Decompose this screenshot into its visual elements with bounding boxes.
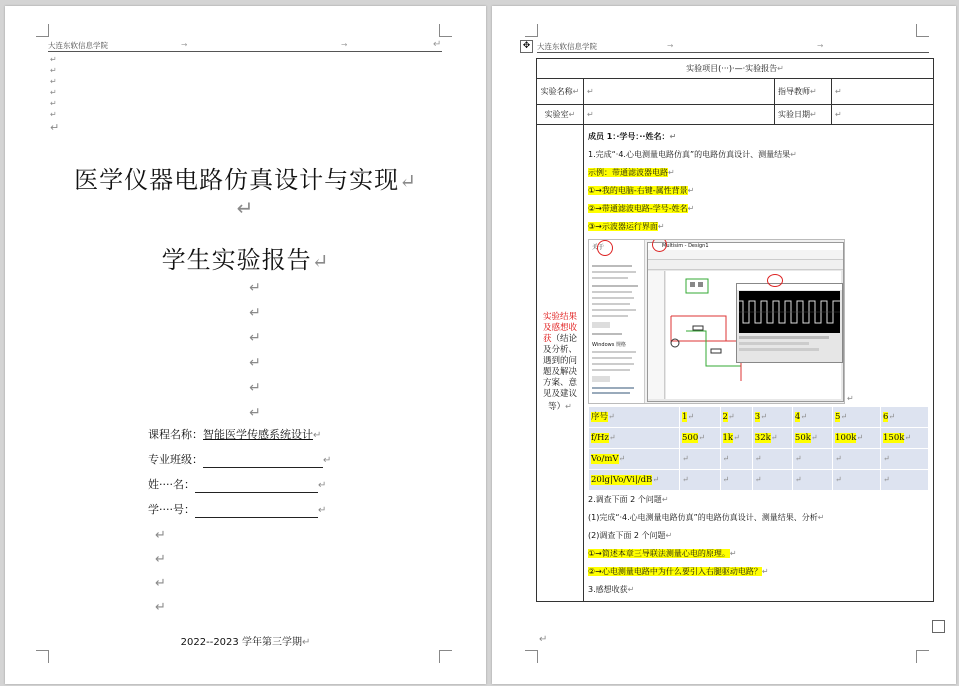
question-2a-line: ①→简述本章三导联法测量心电的原理。↵ xyxy=(588,549,737,558)
header-text: 大连东软信息学院 xyxy=(48,41,108,50)
name-input-line[interactable] xyxy=(195,481,318,493)
table-cell[interactable]: ↵ xyxy=(752,449,792,470)
table-cell[interactable]: 500↵ xyxy=(680,428,721,449)
table-cell[interactable]: 4↵ xyxy=(792,407,832,428)
tab-arrow-icon: → xyxy=(667,41,674,50)
measurement-table xyxy=(588,406,929,491)
multisim-title: Multisim - Design1 xyxy=(648,243,843,250)
paragraph-mark: ↵ xyxy=(433,39,442,50)
crop-mark-tl xyxy=(525,24,538,37)
paragraph-mark: ↵ xyxy=(236,196,255,220)
crop-mark-br xyxy=(916,650,929,663)
oscilloscope-screen xyxy=(739,291,840,333)
course-name-value[interactable]: 智能医学传感系统设计 xyxy=(203,428,313,441)
task-1-line: 1.完成“·4.心电测量电路仿真”的电路仿真设计、测量结果↵ xyxy=(588,150,797,159)
empty-paragraphs-2: ↵ ↵ ↵ ↵ ↵ ↵ xyxy=(249,280,261,421)
pc-spec-label: Windows 规格 xyxy=(592,342,626,348)
field-name: 姓····名： ↵ xyxy=(148,478,327,491)
table-cell[interactable]: 32k↵ xyxy=(752,428,792,449)
about-panel xyxy=(589,240,645,403)
oscilloscope-window xyxy=(736,283,843,363)
cover-page xyxy=(5,6,486,684)
crop-mark-bl xyxy=(36,650,49,663)
table-cell[interactable]: 6↵ xyxy=(881,407,929,428)
report-table-title: 实验项目(···)·—·实验报告↵ xyxy=(537,59,934,79)
results-label: 实验结果及感想收获（结论及分析、遇到的问题及解决方案、意见及建议等）↵ xyxy=(537,125,584,602)
tab-arrow-icon: → xyxy=(181,40,188,49)
table-cell[interactable]: ↵ xyxy=(881,470,929,491)
crop-mark-tr xyxy=(916,24,929,37)
table-cell[interactable]: 150k↵ xyxy=(881,428,929,449)
table-cell[interactable]: 100k↵ xyxy=(833,428,881,449)
crop-mark-br xyxy=(439,650,452,663)
report-title: 医学仪器电路仿真设计与实现↵ xyxy=(74,166,417,194)
crop-mark-bl xyxy=(525,650,538,663)
table-cell[interactable]: 5↵ xyxy=(833,407,881,428)
tab-arrow-icon: → xyxy=(817,41,824,50)
academic-year: 2022--2023 学年第三学期↵ xyxy=(180,637,311,648)
page-header xyxy=(48,40,442,52)
crop-mark-tl xyxy=(36,24,49,37)
report-subtitle: 学生实验报告↵ xyxy=(161,246,330,274)
screenshot-wrapper: 关于 Windows 规格 Multisim - Design1 ↵ xyxy=(588,236,929,406)
step-2-line: ②→带通滤波电路-学号-姓名↵ xyxy=(588,204,695,213)
step-1-line: ①→我的电脑-右键-属性背景↵ xyxy=(588,186,695,195)
table-row-header[interactable]: 序号↵ xyxy=(589,407,680,428)
question-header: 2.调查下面 2 个问题↵ xyxy=(588,495,669,504)
table-row-header[interactable]: Vo/mV↵ xyxy=(589,449,680,470)
table-cell[interactable]: ↵ xyxy=(881,449,929,470)
annotation-circle-3-icon xyxy=(767,274,783,287)
experiment-name-cell[interactable]: ↵ xyxy=(584,79,775,105)
class-input-line[interactable] xyxy=(203,456,323,468)
field-class: 专业班级： ↵ xyxy=(148,453,332,466)
student-id-input-line[interactable] xyxy=(195,506,318,518)
date-label: 实验日期↵ xyxy=(775,105,832,125)
table-row-row-frequency xyxy=(589,428,929,449)
report-table xyxy=(536,58,934,602)
table-cell[interactable]: ↵ xyxy=(720,449,752,470)
table-row-row-index xyxy=(589,407,929,428)
annotation-circle-1-icon xyxy=(597,240,613,256)
field-course: 课程名称：智能医学传感系统设计↵ xyxy=(148,428,322,441)
table-cell[interactable]: 1k↵ xyxy=(720,428,752,449)
tab-arrow-icon: → xyxy=(341,40,348,49)
table-move-handle-icon[interactable]: ✥ xyxy=(520,40,533,53)
paragraph-mark: ↵ xyxy=(539,634,548,645)
lab-room-label: 实验室↵ xyxy=(537,105,584,125)
date-cell[interactable]: ↵ xyxy=(832,105,934,125)
table-cell[interactable]: 3↵ xyxy=(752,407,792,428)
empty-paragraphs: ↵ ↵ ↵ ↵ ↵ ↵ ↵ xyxy=(50,55,60,134)
about-title: 关于 xyxy=(592,244,605,251)
table-cell[interactable]: ↵ xyxy=(680,470,721,491)
table-cell[interactable]: ↵ xyxy=(792,470,832,491)
field-student-id: 学····号： ↵ xyxy=(148,503,327,516)
table-cell[interactable]: 1↵ xyxy=(680,407,721,428)
report-page xyxy=(492,6,956,684)
teacher-label: 指导教师↵ xyxy=(775,79,832,105)
crop-mark-tr xyxy=(439,24,452,37)
experiment-name-label: 实验名称↵ xyxy=(537,79,584,105)
table-resize-handle[interactable] xyxy=(932,620,945,633)
header-text: 大连东软信息学院 xyxy=(537,42,597,51)
table-cell[interactable]: 50k↵ xyxy=(792,428,832,449)
page-header xyxy=(537,41,929,53)
member-line: 成员 1：·学号：··姓名：↵ xyxy=(588,132,677,141)
table-row-header[interactable]: 20lg|Vo/Vi|/dB↵ xyxy=(589,470,680,491)
table-row-row-vo xyxy=(589,449,929,470)
lab-room-cell[interactable]: ↵ xyxy=(584,105,775,125)
question-2b-line: ②→心电测量电路中为什么要引入右腿驱动电路？↵ xyxy=(588,567,769,576)
table-cell[interactable]: 2↵ xyxy=(720,407,752,428)
question-2-line: (2)调查下面 2 个问题↵ xyxy=(588,531,673,540)
table-cell[interactable]: ↵ xyxy=(833,449,881,470)
question-1-line: (1)完成“·4.心电测量电路仿真”的电路仿真设计、测量结果、分析↵ xyxy=(588,513,825,522)
table-row-header[interactable]: f/Hz↵ xyxy=(589,428,680,449)
teacher-cell[interactable]: ↵ xyxy=(832,79,934,105)
step-3-line: ③→示波器运行界面↵ xyxy=(588,222,665,231)
multisim-window xyxy=(647,242,844,402)
table-cell[interactable]: ↵ xyxy=(752,470,792,491)
table-cell[interactable]: ↵ xyxy=(833,470,881,491)
table-row-row-gain xyxy=(589,470,929,491)
reflection-line: 3.感想收获↵ xyxy=(588,585,635,594)
results-cell[interactable] xyxy=(584,125,934,602)
table-cell[interactable]: ↵ xyxy=(720,470,752,491)
embedded-screenshot[interactable] xyxy=(588,239,845,404)
empty-paragraphs-3: ↵ ↵ ↵ ↵ xyxy=(155,528,166,615)
example-line: 示例：带通滤波器电路↵ xyxy=(588,168,675,177)
table-cell[interactable]: ↵ xyxy=(792,449,832,470)
table-cell[interactable]: ↵ xyxy=(680,449,721,470)
